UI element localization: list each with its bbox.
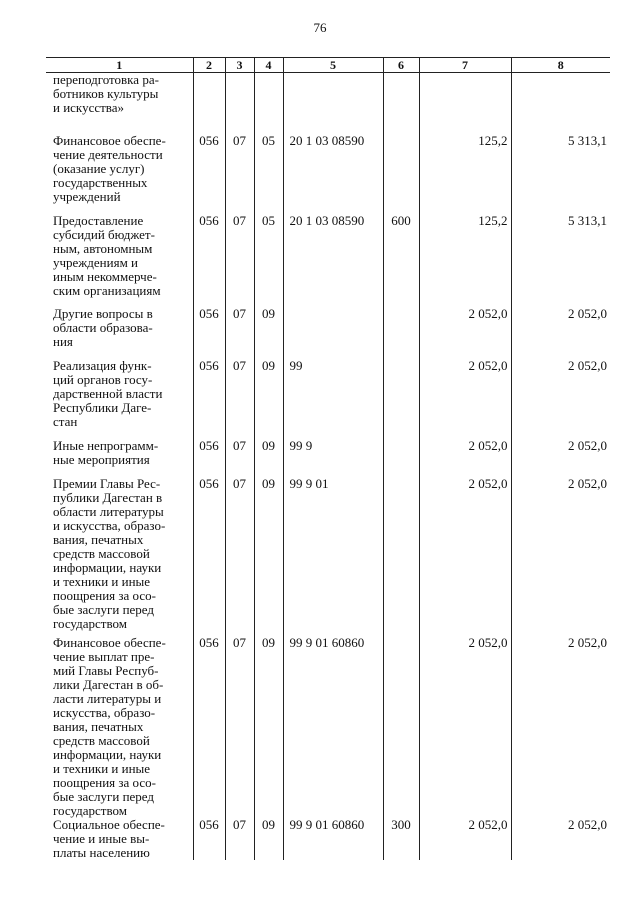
header-col-4: 4	[254, 58, 283, 73]
header-row	[46, 58, 610, 73]
cell-target-article	[283, 307, 383, 359]
cell-subsection: 05	[254, 214, 283, 307]
header-col-3: 3	[225, 58, 254, 73]
table-row	[46, 636, 610, 818]
cell-expense-type	[383, 134, 419, 214]
cell-admin-code: 056	[193, 439, 225, 477]
cell-subsection: 09	[254, 359, 283, 439]
table-row	[46, 307, 610, 359]
table-row	[46, 214, 610, 307]
row-description-text: Премии Главы Рес- публики Дагестан в области литературы и искусства, образо- вания, печатных средств массовой информации, науки и техники и иные поощрения за осо- бые заслуги перед государством	[53, 475, 166, 631]
cell-subsection: 09	[254, 307, 283, 359]
table-row	[46, 134, 610, 214]
cell-target-article: 99 9 01	[283, 477, 383, 636]
cell-amount-col8	[511, 73, 610, 134]
row-description-text: Другие вопросы в области образова- ния	[53, 305, 153, 349]
cell-target-article	[283, 73, 383, 134]
cell-admin-code: 056	[193, 359, 225, 439]
cell-admin-code	[193, 73, 225, 134]
cell-expense-type	[383, 477, 419, 636]
header-col-7: 7	[419, 58, 511, 73]
cell-expense-type	[383, 359, 419, 439]
cell-section: 07	[225, 636, 254, 818]
cell-section: 07	[225, 134, 254, 214]
cell-amount-col7: 2 052,0	[419, 477, 511, 636]
cell-section: 07	[225, 477, 254, 636]
cell-section	[225, 73, 254, 134]
row-description-text: Иные непрограмм- ные мероприятия	[53, 437, 159, 467]
cell-admin-code: 056	[193, 214, 225, 307]
cell-subsection: 09	[254, 818, 283, 860]
cell-expense-type: 300	[383, 818, 419, 860]
cell-section: 07	[225, 818, 254, 860]
row-description-text: Реализация функ- ций органов госу- дарственной власти Республики Даге- стан	[53, 357, 163, 429]
cell-amount-col8: 2 052,0	[511, 359, 610, 439]
row-description	[46, 477, 193, 636]
cell-section: 07	[225, 359, 254, 439]
cell-amount-col7: 2 052,0	[419, 636, 511, 818]
row-description	[46, 307, 193, 359]
cell-target-article: 20 1 03 08590	[283, 214, 383, 307]
header-col-6: 6	[383, 58, 419, 73]
row-description	[46, 818, 193, 860]
table-row	[46, 359, 610, 439]
cell-expense-type: 600	[383, 214, 419, 307]
table-row	[46, 477, 610, 636]
row-description-text: Финансовое обеспе- чение деятельности (оказание услуг) государственных учреждений	[53, 132, 166, 204]
row-description	[46, 134, 193, 214]
cell-amount-col8: 2 052,0	[511, 307, 610, 359]
cell-amount-col8: 2 052,0	[511, 818, 610, 860]
cell-amount-col7	[419, 73, 511, 134]
row-description	[46, 214, 193, 307]
cell-target-article: 99	[283, 359, 383, 439]
cell-amount-col7: 2 052,0	[419, 359, 511, 439]
table-row	[46, 73, 610, 134]
row-description	[46, 359, 193, 439]
budget-table	[46, 57, 610, 860]
cell-admin-code: 056	[193, 636, 225, 818]
table-row	[46, 818, 610, 860]
cell-admin-code: 056	[193, 477, 225, 636]
cell-admin-code: 056	[193, 134, 225, 214]
cell-subsection: 09	[254, 439, 283, 477]
cell-amount-col8: 5 313,1	[511, 214, 610, 307]
cell-amount-col7: 125,2	[419, 214, 511, 307]
cell-amount-col7: 125,2	[419, 134, 511, 214]
cell-amount-col7: 2 052,0	[419, 818, 511, 860]
header-col-1: 1	[46, 58, 193, 73]
page-number: 76	[313, 20, 327, 35]
row-description-text: переподготовка ра- ботников культуры и искусства»	[53, 72, 159, 115]
cell-target-article: 20 1 03 08590	[283, 134, 383, 214]
cell-expense-type	[383, 73, 419, 134]
header-col-8: 8	[511, 58, 610, 73]
header-col-2: 2	[193, 58, 225, 73]
cell-admin-code: 056	[193, 307, 225, 359]
cell-target-article: 99 9 01 60860	[283, 636, 383, 818]
row-description-text: Социальное обеспе- чение и иные вы- платы населению	[53, 816, 165, 860]
row-description-text: Предоставление субсидий бюджет- ным, автономным учреждениям и иным некоммерче- ским организациям	[53, 212, 161, 298]
cell-section: 07	[225, 439, 254, 477]
cell-amount-col8: 2 052,0	[511, 439, 610, 477]
table-row	[46, 439, 610, 477]
cell-expense-type	[383, 636, 419, 818]
row-description	[46, 439, 193, 477]
cell-target-article: 99 9 01 60860	[283, 818, 383, 860]
cell-admin-code: 056	[193, 818, 225, 860]
cell-amount-col8: 2 052,0	[511, 636, 610, 818]
cell-section: 07	[225, 307, 254, 359]
cell-amount-col7: 2 052,0	[419, 439, 511, 477]
cell-expense-type	[383, 307, 419, 359]
cell-amount-col7: 2 052,0	[419, 307, 511, 359]
cell-subsection	[254, 73, 283, 134]
row-description	[46, 73, 193, 134]
cell-subsection: 09	[254, 636, 283, 818]
cell-amount-col8: 2 052,0	[511, 477, 610, 636]
row-description-text: Финансовое обеспе- чение выплат пре- мий Главы Респуб- лики Дагестан в об- ласти литературы и искусства, образо- вания, печатных средств массовой информации, науки и техники и иные поощрения за осо- бые заслуги перед государством	[53, 634, 166, 818]
header-col-5: 5	[283, 58, 383, 73]
cell-subsection: 09	[254, 477, 283, 636]
cell-target-article: 99 9	[283, 439, 383, 477]
cell-section: 07	[225, 214, 254, 307]
cell-amount-col8: 5 313,1	[511, 134, 610, 214]
cell-subsection: 05	[254, 134, 283, 214]
cell-expense-type	[383, 439, 419, 477]
row-description	[46, 636, 193, 818]
